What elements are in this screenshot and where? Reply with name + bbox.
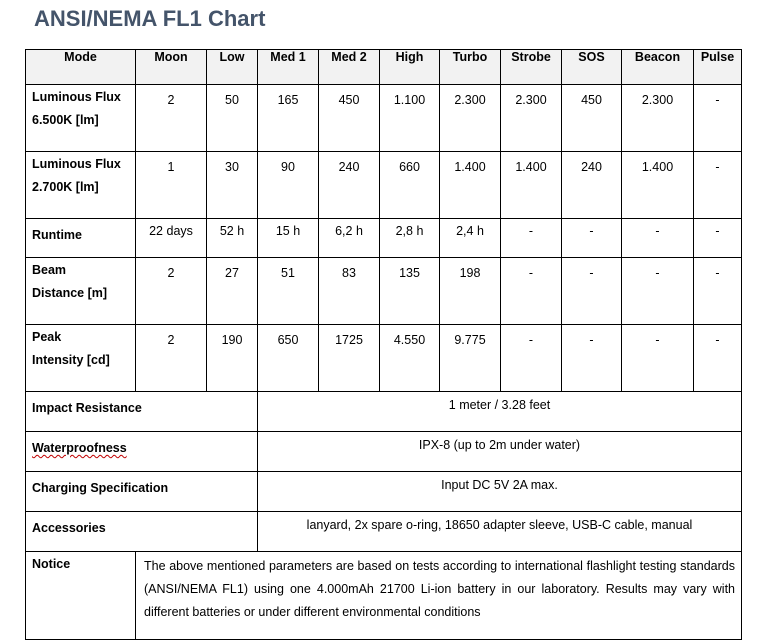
spec-value: Input DC 5V 2A max. <box>258 472 742 512</box>
table-cell: 2.300 <box>440 85 501 152</box>
table-cell: 198 <box>440 258 501 325</box>
table-cell: 240 <box>562 152 622 219</box>
spec-label: Impact Resistance <box>26 392 258 432</box>
row-label: Luminous Flux 2.700K [lm] <box>26 152 136 219</box>
table-cell: - <box>562 258 622 325</box>
notice-label: Notice <box>26 552 136 640</box>
table-cell: 50 <box>207 85 258 152</box>
table-cell: 2,4 h <box>440 219 501 258</box>
table-row <box>26 219 742 258</box>
spec-label: Waterproofness <box>26 432 258 472</box>
table-cell: 90 <box>258 152 319 219</box>
row-label: Runtime <box>26 219 136 258</box>
header-cell: Turbo <box>440 50 501 85</box>
table-cell: - <box>562 219 622 258</box>
table-cell: 165 <box>258 85 319 152</box>
table-cell: - <box>501 258 562 325</box>
spec-label: Accessories <box>26 512 258 552</box>
table-cell: 190 <box>207 325 258 392</box>
table-cell: 2 <box>136 325 207 392</box>
table-cell: 15 h <box>258 219 319 258</box>
row-label: Luminous Flux 6.500K [lm] <box>26 85 136 152</box>
table-cell: 450 <box>319 85 380 152</box>
table-cell: 1.400 <box>501 152 562 219</box>
table-cell: 4.550 <box>380 325 440 392</box>
table-cell: 450 <box>562 85 622 152</box>
table-cell: 2,8 h <box>380 219 440 258</box>
table-cell: 2 <box>136 85 207 152</box>
spec-row-impact <box>26 392 742 432</box>
spec-value: IPX-8 (up to 2m under water) <box>258 432 742 472</box>
spec-label: Charging Specification <box>26 472 258 512</box>
row-label: Beam Distance [m] <box>26 258 136 325</box>
spec-row-waterproof <box>26 432 742 472</box>
header-cell: High <box>380 50 440 85</box>
table-cell: - <box>622 219 694 258</box>
header-row <box>26 50 742 85</box>
table-cell: 240 <box>319 152 380 219</box>
table-cell: 1725 <box>319 325 380 392</box>
spec-table <box>25 49 742 640</box>
table-row <box>26 325 742 392</box>
table-cell: 1.400 <box>622 152 694 219</box>
table-cell: 30 <box>207 152 258 219</box>
table-cell: - <box>501 325 562 392</box>
table-cell: 27 <box>207 258 258 325</box>
row-label: Peak Intensity [cd] <box>26 325 136 392</box>
table-cell: 52 h <box>207 219 258 258</box>
header-cell: Beacon <box>622 50 694 85</box>
header-cell: SOS <box>562 50 622 85</box>
header-cell: Med 1 <box>258 50 319 85</box>
spec-row-accessories <box>26 512 742 552</box>
spec-value: 1 meter / 3.28 feet <box>258 392 742 432</box>
table-cell: - <box>694 258 742 325</box>
header-cell: Strobe <box>501 50 562 85</box>
spec-value: lanyard, 2x spare o-ring, 18650 adapter sleeve, USB-C cable, manual <box>258 512 742 552</box>
table-cell: 135 <box>380 258 440 325</box>
header-cell: Moon <box>136 50 207 85</box>
table-cell: 2.300 <box>622 85 694 152</box>
table-cell: 9.775 <box>440 325 501 392</box>
table-cell: - <box>694 325 742 392</box>
table-cell: - <box>694 152 742 219</box>
table-cell: 51 <box>258 258 319 325</box>
header-cell: Mode <box>26 50 136 85</box>
table-cell: - <box>622 325 694 392</box>
notice-text: The above mentioned parameters are based on tests according to international flashlight testing standards (ANSI/NEMA FL1) using one 4.000mAh 21700 Li-ion battery in our laboratory. Results may vary with different batteries or under different environmental conditions <box>136 552 742 640</box>
table-cell: 2 <box>136 258 207 325</box>
page-title: ANSI/NEMA FL1 Chart <box>34 6 266 31</box>
table-cell: 2.300 <box>501 85 562 152</box>
table-cell: 660 <box>380 152 440 219</box>
table-cell: 1.400 <box>440 152 501 219</box>
table-cell: - <box>562 325 622 392</box>
table-row <box>26 258 742 325</box>
table-cell: 83 <box>319 258 380 325</box>
table-cell: 22 days <box>136 219 207 258</box>
header-cell: Med 2 <box>319 50 380 85</box>
table-cell: 6,2 h <box>319 219 380 258</box>
table-cell: - <box>622 258 694 325</box>
table-cell: 650 <box>258 325 319 392</box>
table-cell: - <box>694 85 742 152</box>
spec-row-charging <box>26 472 742 512</box>
header-cell: Pulse <box>694 50 742 85</box>
table-cell: 1 <box>136 152 207 219</box>
table-row <box>26 85 742 152</box>
header-cell: Low <box>207 50 258 85</box>
table-cell: 1.100 <box>380 85 440 152</box>
table-cell: - <box>694 219 742 258</box>
table-row <box>26 152 742 219</box>
table-cell: - <box>501 219 562 258</box>
notice-row <box>26 552 742 640</box>
